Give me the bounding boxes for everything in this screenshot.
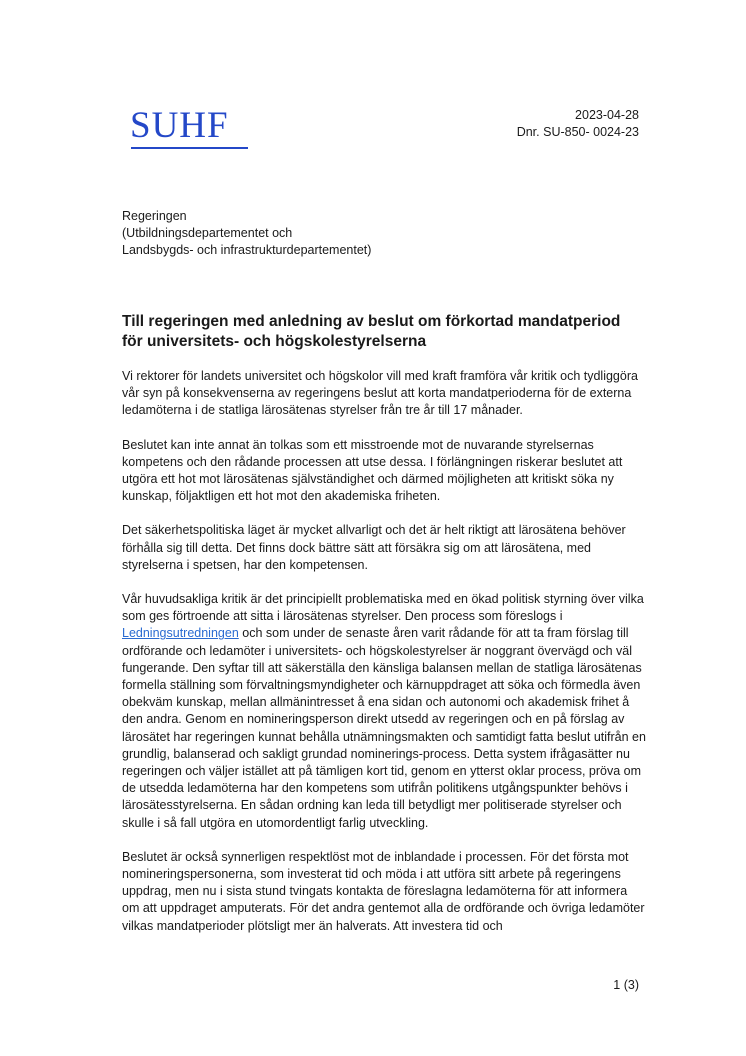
page-number: 1 (3) [613,978,639,992]
ledningsutredningen-link[interactable]: Ledningsutredningen [122,626,239,641]
paragraph-4-text-after: och som under de senaste åren varit rådande för att ta fram förslag till ordförande och ledamöter i universitets- och högskolestyrelser är noggrant övervägd och väl fungerande. Den syftar till att säkerställa den känsliga balansen mellan de statliga lärosätenas formella ställning som förvaltningsmyndigheter och kärnuppdraget att söka och förmedla även obekväm kunskap, mellan allmänintresset å ena sidan och autonomi och akademisk frihet å den andra. Genom en nomineringsperson direkt utsedd av regeringen och en på förslag av lärosätet har regeringen kunnat behålla utnämningsmakten och samtidigt fatta beslut utifrån en grundlig, balanserad och sakligt grundad nominerings-process. Detta system ifrågasätter nu regeringen och väljer istället att på tämligen kort tid, genom en ytterst oklar process, pröva om de utsedda ledamöterna har den kompetens som utifrån politikens utgångspunkter behövs i lärosätesstyrelserna. En sådan ordning kan leda till betydligt mer politiserade styrelser och skulle i så fall utgöra en utomordentligt farlig utveckling. [122,626,646,830]
paragraph-5: Beslutet är också synnerligen respektlöst mot de inblandade i processen. För det första mot nomineringspersonerna, som investerat tid och möda i att utföra sitt arbete på regeringens uppdrag, men nu i sista stund tvingats kontakta de föreslagna ledamöterna för att informera om att uppdraget amputerats. För det andra gentemot alla de ordförande och övriga ledamöter vilkas mandatperioder plötsligt mer än halverats. Att investera tid och [122,849,645,933]
logo-underline [131,147,248,149]
recipient-line-1: Regeringen [122,209,187,223]
document-meta [517,107,639,141]
recipient-line-3: Landsbygds- och infrastrukturdepartementet) [122,243,372,257]
document-title: Till regeringen med anledning av beslut om förkortad mandatperiod för universitets- och högskolestyrelserna [122,313,621,350]
paragraph-1: Vi rektorer för landets universitet och högskolor vill med kraft framföra vår kritik och tydliggöra vår syn på konsekvenserna av regeringens beslut att korta mandatperioderna för de externa ledamöterna i de statliga lärosätenas styrelser från tre år till 17 månader. [122,369,638,418]
paragraph-3: Det säkerhetspolitiska läget är mycket allvarligt och det är helt riktigt att lärosätena behöver förhålla sig till detta. Det finns dock bättre sätt att försäkra sig om att lärosätena, med styrelserna i spetsen, har den kompetensen. [122,523,626,572]
document-body [122,368,646,952]
recipient-line-2: (Utbildningsdepartementet och [122,226,293,240]
document-reference: Dnr. SU-850- 0024-23 [516,125,639,139]
paragraph-2: Beslutet kan inte annat än tolkas som ett misstroende mot de nuvarande styrelsernas kompetens och den rådande processen att utse dessa. I förlängningen riskerar beslutet att utgöra ett hot mot lärosätenas självständighet och därmed möjligheten att kritiskt söka ny kunskap, följaktligen ett hot mot den akademiska friheten. [122,437,623,504]
document-date: 2023-04-28 [575,108,639,122]
recipient-block [122,208,371,259]
paragraph-4 [122,591,646,832]
suhf-logo: SUHF [130,105,229,146]
paragraph-4-text-before: Vår huvudsakliga kritik är det principiellt problematiska med en ökad politisk styrning över vilka som ges förtroende att sitta i lärosätenas styrelser. Den process som föreslogs i [122,592,644,624]
